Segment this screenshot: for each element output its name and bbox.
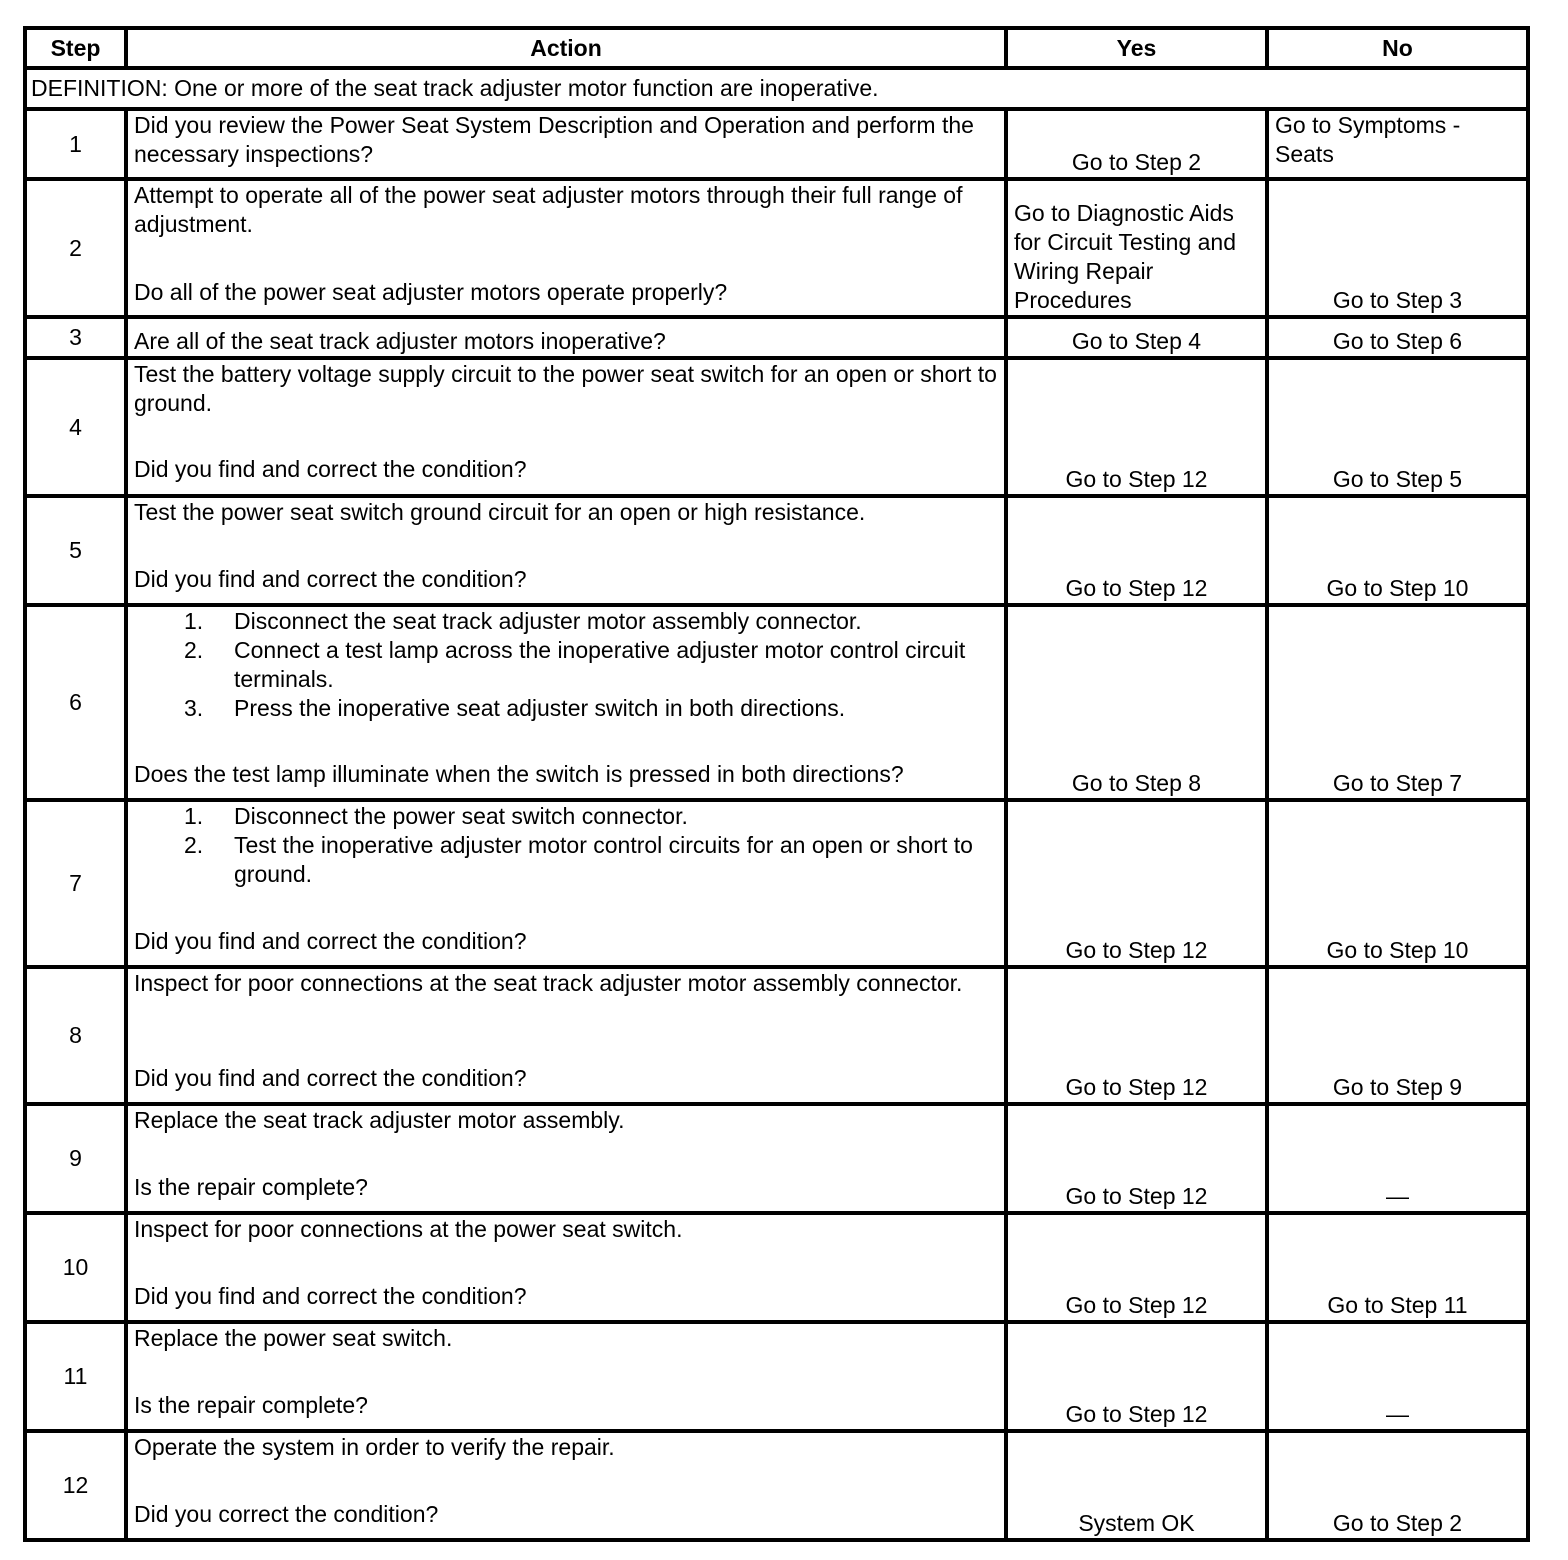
no-result: Go to Step 10 bbox=[1267, 496, 1528, 605]
action-question: Did you find and correct the condition? bbox=[134, 566, 527, 592]
header-step: Step bbox=[25, 28, 126, 68]
action-cell bbox=[126, 179, 1006, 317]
action-question: Is the repair complete? bbox=[134, 1174, 368, 1200]
step-number: 2 bbox=[25, 179, 126, 317]
substep-item bbox=[134, 694, 998, 723]
substep-text: Connect a test lamp across the inoperative adjuster motor control circuit terminals. bbox=[234, 637, 966, 692]
table-row bbox=[25, 1431, 1528, 1540]
step-number: 10 bbox=[25, 1213, 126, 1322]
action-instruction: Operate the system in order to verify the repair. bbox=[134, 1434, 615, 1460]
yes-result: Go to Step 4 bbox=[1006, 317, 1267, 358]
step-number: 6 bbox=[25, 605, 126, 800]
no-result: Go to Step 10 bbox=[1267, 800, 1528, 967]
no-result: Go to Symptoms - Seats bbox=[1267, 109, 1528, 179]
action-question: Does the test lamp illuminate when the switch is pressed in both directions? bbox=[134, 761, 904, 787]
table-row bbox=[25, 800, 1528, 967]
table-row bbox=[25, 109, 1528, 179]
action-cell bbox=[126, 800, 1006, 967]
no-result: Go to Step 7 bbox=[1267, 605, 1528, 800]
no-result: — bbox=[1267, 1322, 1528, 1431]
substep-number: 3. bbox=[184, 695, 204, 721]
action-instruction: Inspect for poor connections at the power seat switch. bbox=[134, 1216, 683, 1242]
step-number: 9 bbox=[25, 1104, 126, 1213]
diagnostic-table bbox=[23, 26, 1530, 1542]
substep-text: Disconnect the seat track adjuster motor assembly connector. bbox=[234, 608, 862, 634]
action-question: Do all of the power seat adjuster motors operate properly? bbox=[134, 279, 728, 305]
yes-result: Go to Step 12 bbox=[1006, 967, 1267, 1104]
action-cell bbox=[126, 1213, 1006, 1322]
action-instruction: Test the battery voltage supply circuit to the power seat switch for an open or short to ground. bbox=[134, 361, 997, 416]
substep-list bbox=[134, 607, 998, 760]
action-question: Is the repair complete? bbox=[134, 1392, 368, 1418]
action-instruction: Inspect for poor connections at the seat track adjuster motor assembly connector. bbox=[134, 970, 963, 996]
no-result: Go to Step 9 bbox=[1267, 967, 1528, 1104]
table-row bbox=[25, 496, 1528, 605]
step-number: 12 bbox=[25, 1431, 126, 1540]
definition-text: DEFINITION: One or more of the seat track adjuster motor function are inoperative. bbox=[25, 68, 1528, 109]
action-question: Did you find and correct the condition? bbox=[134, 1065, 527, 1091]
table-row bbox=[25, 358, 1528, 496]
substep-item bbox=[134, 831, 998, 889]
substep-text: Disconnect the power seat switch connector. bbox=[234, 803, 688, 829]
yes-result: Go to Step 2 bbox=[1006, 109, 1267, 179]
action-cell bbox=[126, 496, 1006, 605]
no-result: Go to Step 2 bbox=[1267, 1431, 1528, 1540]
action-text: Are all of the seat track adjuster motors inoperative? bbox=[126, 317, 1006, 358]
header-no: No bbox=[1267, 28, 1528, 68]
substep-item bbox=[134, 802, 998, 831]
no-result: Go to Step 3 bbox=[1267, 179, 1528, 317]
substep-number: 2. bbox=[184, 832, 204, 858]
substep-number: 1. bbox=[184, 608, 204, 634]
action-question: Did you find and correct the condition? bbox=[134, 456, 527, 482]
no-result: Go to Step 5 bbox=[1267, 358, 1528, 496]
table-row bbox=[25, 967, 1528, 1104]
yes-result: Go to Diagnostic Aids for Circuit Testing and Wiring Repair Procedures bbox=[1006, 179, 1267, 317]
action-cell bbox=[126, 605, 1006, 800]
step-number: 7 bbox=[25, 800, 126, 967]
step-number: 11 bbox=[25, 1322, 126, 1431]
step-number: 5 bbox=[25, 496, 126, 605]
yes-result: Go to Step 12 bbox=[1006, 1322, 1267, 1431]
substep-item bbox=[134, 607, 998, 636]
substep-text: Test the inoperative adjuster motor control circuits for an open or short to ground. bbox=[234, 832, 973, 887]
action-cell bbox=[126, 967, 1006, 1104]
table-row bbox=[25, 605, 1528, 800]
table-row bbox=[25, 317, 1528, 358]
substep-item bbox=[134, 636, 998, 694]
action-instruction: Replace the seat track adjuster motor assembly. bbox=[134, 1107, 625, 1133]
table-row bbox=[25, 1104, 1528, 1213]
yes-result: System OK bbox=[1006, 1431, 1267, 1540]
step-number: 3 bbox=[25, 317, 126, 358]
substep-number: 2. bbox=[184, 637, 204, 663]
action-cell bbox=[126, 1431, 1006, 1540]
action-instruction: Replace the power seat switch. bbox=[134, 1325, 453, 1351]
action-question: Did you find and correct the condition? bbox=[134, 928, 527, 954]
yes-result: Go to Step 12 bbox=[1006, 496, 1267, 605]
header-action: Action bbox=[126, 28, 1006, 68]
step-number: 1 bbox=[25, 109, 126, 179]
no-result: — bbox=[1267, 1104, 1528, 1213]
substep-number: 1. bbox=[184, 803, 204, 829]
action-question: Did you find and correct the condition? bbox=[134, 1283, 527, 1309]
definition-row bbox=[25, 68, 1528, 109]
action-instruction: Attempt to operate all of the power seat adjuster motors through their full range of adjustment. bbox=[134, 182, 963, 237]
table-row bbox=[25, 179, 1528, 317]
action-cell bbox=[126, 1104, 1006, 1213]
substep-list bbox=[134, 802, 998, 927]
step-number: 8 bbox=[25, 967, 126, 1104]
yes-result: Go to Step 8 bbox=[1006, 605, 1267, 800]
no-result: Go to Step 6 bbox=[1267, 317, 1528, 358]
yes-result: Go to Step 12 bbox=[1006, 1213, 1267, 1322]
yes-result: Go to Step 12 bbox=[1006, 358, 1267, 496]
action-text: Did you review the Power Seat System Description and Operation and perform the necessary inspections? bbox=[126, 109, 1006, 179]
no-result: Go to Step 11 bbox=[1267, 1213, 1528, 1322]
action-cell bbox=[126, 1322, 1006, 1431]
header-row bbox=[25, 28, 1528, 68]
substep-text: Press the inoperative seat adjuster switch in both directions. bbox=[234, 695, 846, 721]
action-question: Did you correct the condition? bbox=[134, 1501, 439, 1527]
step-number: 4 bbox=[25, 358, 126, 496]
yes-result: Go to Step 12 bbox=[1006, 1104, 1267, 1213]
header-yes: Yes bbox=[1006, 28, 1267, 68]
action-cell bbox=[126, 358, 1006, 496]
table-row bbox=[25, 1213, 1528, 1322]
action-instruction: Test the power seat switch ground circuit for an open or high resistance. bbox=[134, 499, 866, 525]
table-row bbox=[25, 1322, 1528, 1431]
yes-result: Go to Step 12 bbox=[1006, 800, 1267, 967]
